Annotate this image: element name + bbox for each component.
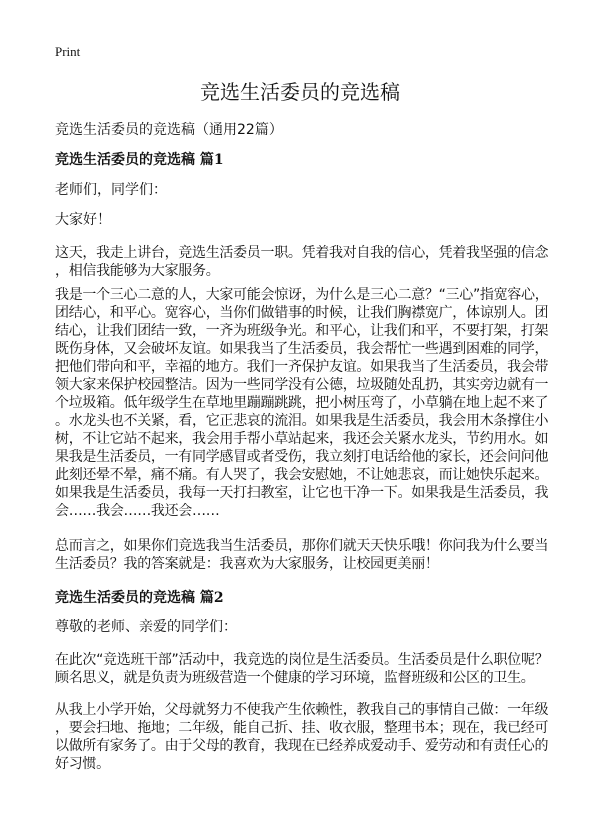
paragraph-line: 果我是生活委员，一有同学感冒或者受伤，我立刻打电话给他的家长，还会问问他 bbox=[55, 449, 549, 465]
paragraph bbox=[55, 537, 555, 573]
document-subtitle: 竞选生活委员的竞选稿（通用22篇） bbox=[55, 122, 283, 138]
paragraph bbox=[55, 651, 555, 687]
paragraph-line: 生活委员？我的答案就是：我喜欢为大家服务，让校园更美丽！ bbox=[55, 556, 439, 572]
greeting-1: 老师们，同学们： bbox=[55, 182, 167, 198]
paragraph-line: 此刻还晕不晕，痛不痛。有人哭了，我会安慰她，不让她悲哀，而让她快乐起来。 bbox=[55, 467, 549, 483]
paragraph bbox=[55, 286, 555, 520]
paragraph-line: 个垃圾箱。低年级学生在草地里蹦蹦跳跳，把小树压弯了，小草躺在地上起不来了 bbox=[55, 395, 549, 411]
page-title: 竞选生活委员的竞选稿 bbox=[200, 80, 400, 104]
section-heading-1: 竞选生活委员的竞选稿 篇1 bbox=[55, 152, 224, 168]
paragraph-line: 从我上小学开始，父母就努力不使我产生依赖性，教我自己的事情自己做：一年级 bbox=[55, 702, 549, 718]
paragraph-line: 既伤身体，又会破坏友谊。如果我当了生活委员，我会帮忙一些遇到困难的同学， bbox=[55, 341, 549, 357]
paragraph-line: 领大家来保护校园整洁。因为一些同学没有公德，垃圾随处乱扔，其实旁边就有一 bbox=[55, 377, 549, 393]
paragraph-line: 我是一个三心二意的人，大家可能会惊讶，为什么是三心二意？“三心”指宽容心， bbox=[55, 287, 549, 303]
paragraph-line: 好习惯。 bbox=[55, 756, 110, 772]
paragraph bbox=[55, 701, 555, 773]
paragraph bbox=[55, 244, 555, 280]
paragraph-line: ，相信我能够为大家服务。 bbox=[55, 263, 220, 279]
paragraph-line: ，要会扫地、拖地；二年级，能自己折、挂、收衣服，整理书本；现在，我已经可 bbox=[55, 720, 549, 736]
paragraph-line: 总而言之，如果你们竞选我当生活委员，那你们就天天快乐哦！你问我为什么要当 bbox=[55, 538, 549, 554]
paragraph-line: 这天，我走上讲台，竞选生活委员一职。凭着我对自我的信心，凭着我坚强的信念 bbox=[55, 245, 549, 261]
paragraph-line: 会……我会……我还会…… bbox=[55, 503, 220, 519]
paragraph-line: 团结心，和平心。宽容心，当你们做错事的时候，让我们胸襟宽广，体谅别人。团 bbox=[55, 305, 549, 321]
paragraph-line: 。水龙头也不关紧，看，它正悲哀的流泪。如果我是生活委员，我会用木条撑住小 bbox=[55, 413, 549, 429]
section-heading-2: 竞选生活委员的竞选稿 篇2 bbox=[55, 590, 224, 606]
paragraph-line: 以做所有家务了。由于父母的教育，我现在已经养成爱动手、爱劳动和有责任心的 bbox=[55, 738, 549, 754]
paragraph-line: 树，不让它站不起来，我会用手帮小草站起来，我还会关紧水龙头，节约用水。如 bbox=[55, 431, 549, 447]
paragraph-line: 把他们带向和平，幸福的地方。我们一齐保护友谊。如果我当了生活委员，我会带 bbox=[55, 359, 549, 375]
paragraph-line: 结心，让我们团结一致，一齐为班级争光。和平心，让我们和平，不要打架，打架 bbox=[55, 323, 549, 339]
paragraph-line: 在此次“竞选班干部”活动中，我竞选的岗位是生活委员。生活委员是什么职位呢？ bbox=[55, 652, 549, 668]
paragraph-line: 顾名思义，就是负责为班级营造一个健康的学习环境，监督班级和公区的卫生。 bbox=[55, 670, 535, 686]
print-link[interactable]: Print bbox=[55, 44, 81, 59]
paragraph-line: 如果我是生活委员，我每一天打扫教室，让它也干净一下。如果我是生活委员，我 bbox=[55, 485, 549, 501]
hello-text: 大家好！ bbox=[55, 212, 111, 228]
greeting-2: 尊敬的老师、亲爱的同学们： bbox=[55, 619, 237, 635]
